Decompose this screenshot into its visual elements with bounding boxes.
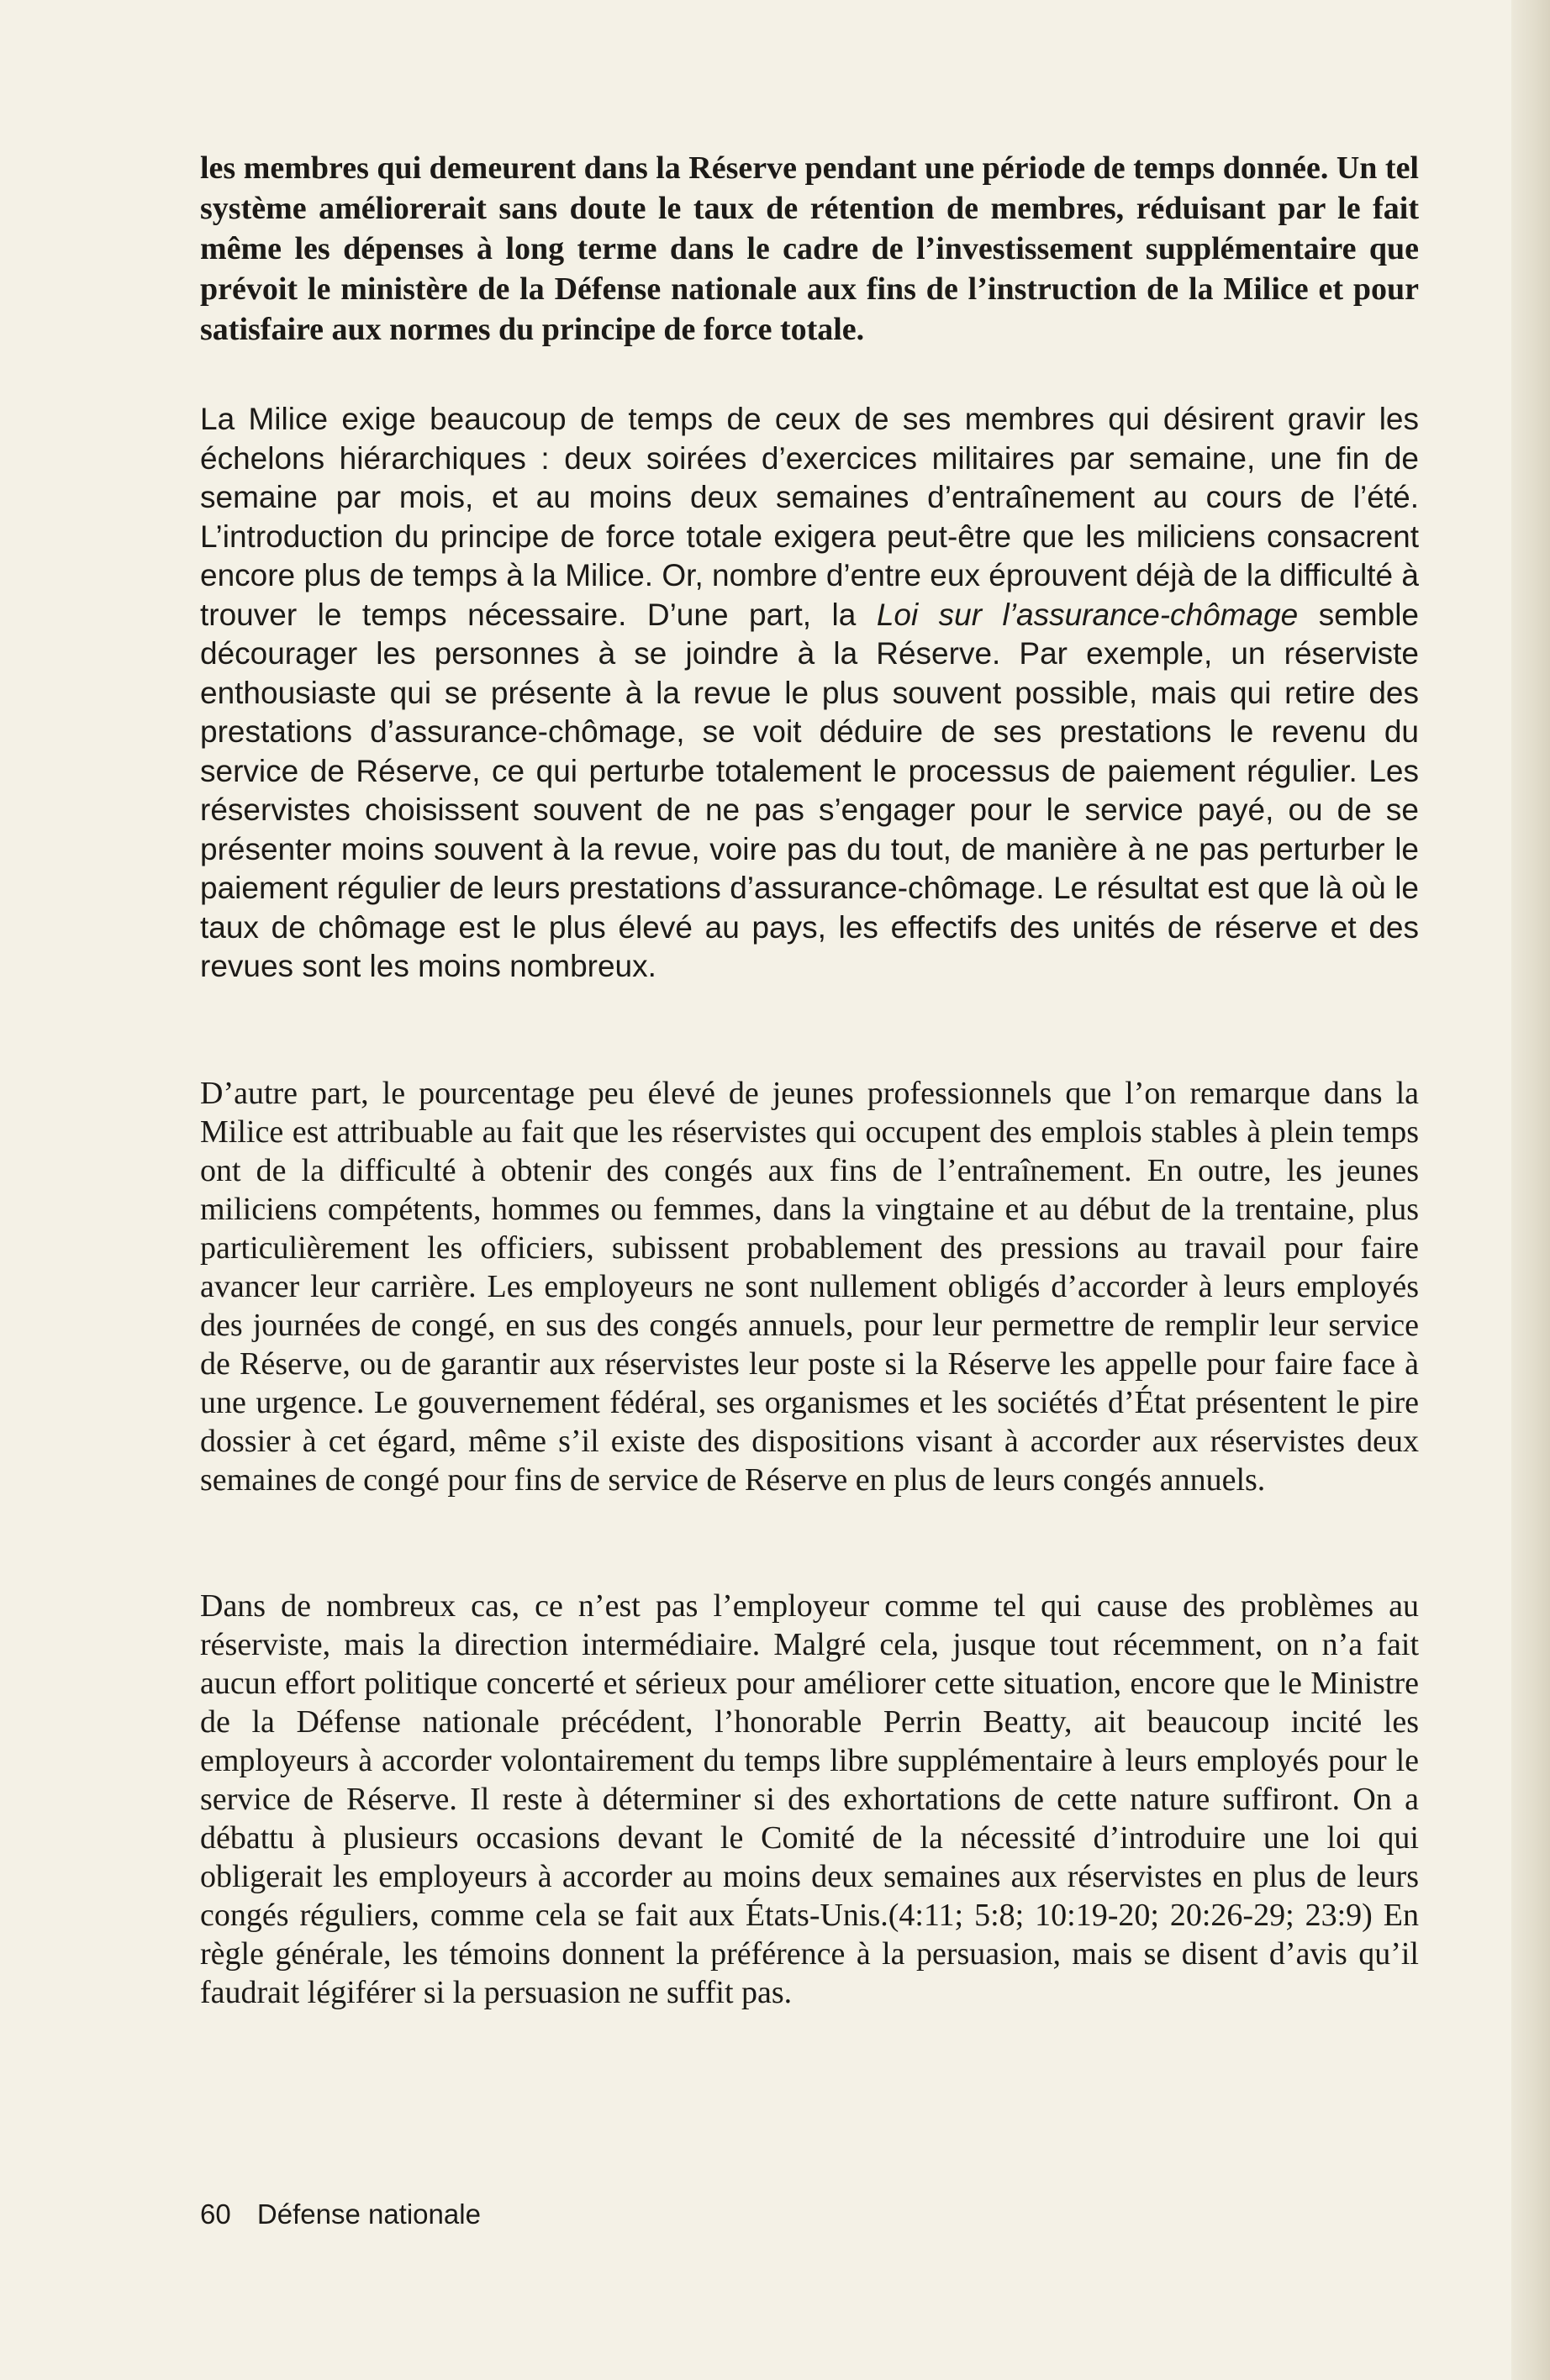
paragraph-young-professionals: D’autre part, le pourcentage peu élevé de jeunes professionnels que l’on remarque dans la Milice est attribuable au fait que les réservistes qui occupent des emplois stables à plein temps ont de la difficulté à obtenir des congés aux fins de l’entraînement. En outre, les jeunes miliciens compétents, hommes ou femmes, dans la vingtaine et au début de la trentaine, plus particulièrement les officiers, subissent probablement des pressions au travail pour faire avancer leur carrière. Les employeurs ne sont nullement obligés d’accorder à leurs employés des journées de congé, en sus des congés annuels, pour leur permettre de remplir leur service de Réserve, ou de garantir aux réservistes leur poste si la Réserve les appelle pour faire face à une urgence. Le gouvernement fédéral, ses organismes et les sociétés d’État présentent le pire dossier à cet égard, même s’il existe des dispositions visant à accorder aux réservistes deux semaines de congé pour fins de service de Réserve en plus de leurs congés annuels. [200,1075,1419,1498]
paragraph-militia-time-demands [200,400,1419,987]
footer-section-title: Défense nationale [256,2198,481,2230]
paragraph-reserve-retention: les membres qui demeurent dans la Réserve pendant une période de temps donnée. Un tel système améliorerait sans doute le taux de rétention de membres, réduisant par le fait même les dépenses à long terme dans le cadre de l’investissement supplémentaire que prévoit le ministère de la Défense nationale aux fins de l’instruction de la Milice et pour satisfaire aux normes du principe de force totale. [200,150,1419,347]
page-number: 60 [200,2198,231,2230]
law-title-italic: Loi sur l’assurance-chômage [876,597,1299,632]
paragraph-employers-legislation: Dans de nombreux cas, ce n’est pas l’employeur comme tel qui cause des problèmes au réserviste, mais la direction intermédiaire. Malgré cela, jusque tout récemment, on n’a fait aucun effort politique concerté et sérieux pour améliorer cette situation, encore que le Ministre de la Défense nationale précédent, l’honorable Perrin Beatty, ait beaucoup incité les employeurs à accorder volontairement du temps libre supplémentaire à leurs employés pour le service de Réserve. Il reste à déterminer si des exhortations de cette nature suffiront. On a débattu à plusieurs occasions devant le Comité de la nécessité d’introduire une loi qui obligerait les employeurs à accorder au moins deux semaines aux réservistes en plus de leurs congés réguliers, comme cela se fait aux États-Unis.(4:11; 5:8; 10:19-20; 20:26-29; 23:9) En règle générale, les témoins donnent la préférence à la persuasion, mais se disent d’avis qu’il faudrait légiférer si la persuasion ne suffit pas. [200,1588,1419,2010]
paragraph-text: semble décourager les personnes à se joindre à la Réserve. Par exemple, un réserviste enthousiaste qui se présente à la revue le plus souvent possible, mais qui retire des prestations d’assurance-chômage, se voit déduire de ses prestations le revenu du service de Réserve, ce qui perturbe totalement le processus de paiement régulier. Les réservistes choisissent souvent de ne pas s’engager pour le service payé, ou de se présenter moins souvent à la revue, voire pas du tout, de manière à ne pas perturber le paiement régulier de leurs prestations d’assurance-chômage. Le résultat est que là où le taux de chômage est le plus élevé au pays, les effectifs des unités de réserve et des revues sont les moins nombreux. [200,597,1419,983]
document-body [200,148,1419,2099]
paragraph-text: La Milice exige beaucoup de temps de ceux de ses membres qui désirent gravir les échelons hiérarchiques : deux soirées d’exercices militaires par semaine, une fin de semaine par mois, et au moins deux semaines d’entraînement au cours de l’été. L’introduction du principe de force totale exigera peut-être que les miliciens consacrent encore plus de temps à la Milice. Or, nombre d’entre eux éprouvent déjà de la difficulté à trouver le temps nécessaire. D’une part, la [200,402,1419,632]
page-footer [200,2198,481,2230]
page-edge-shadow [1511,0,1550,2380]
